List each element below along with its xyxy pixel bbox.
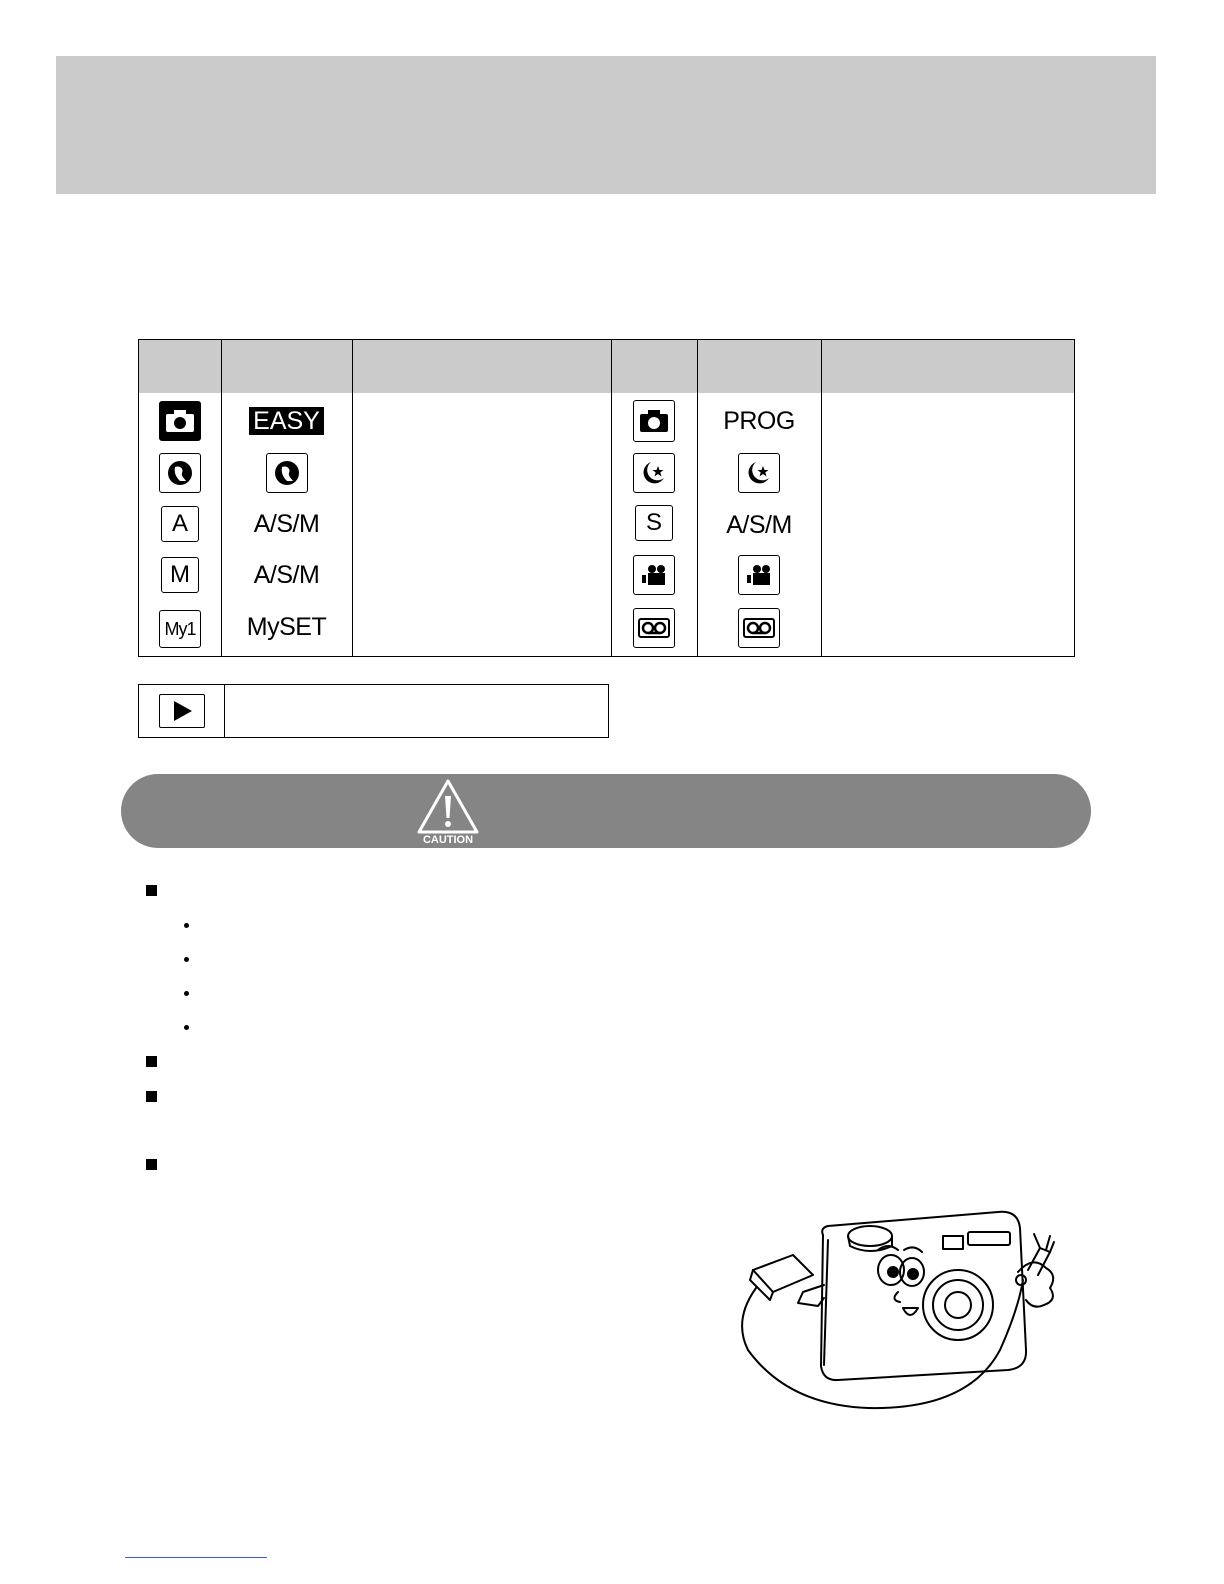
asm-label: A/S/M [253, 560, 320, 589]
sub-item-marker [184, 923, 189, 928]
footer-link-rule [125, 1557, 267, 1558]
easy-label: EASY [249, 407, 324, 435]
sub-item-marker [184, 957, 189, 962]
table-row [139, 400, 221, 442]
caution-banner [121, 774, 1091, 848]
portrait-icon [159, 453, 201, 493]
camera-adapter-illustration [728, 1200, 1068, 1420]
s-mode-icon: S [635, 505, 673, 541]
movie-icon [738, 555, 780, 595]
portrait-icon [266, 453, 308, 493]
table-row [139, 452, 221, 494]
asm-label: A/S/M [726, 510, 792, 539]
myset-icon: My1 [159, 610, 201, 648]
a-mode-icon: A [161, 506, 199, 542]
table-row [611, 502, 697, 544]
prog-label: PROG [723, 406, 795, 435]
table-row [139, 554, 221, 596]
movie-icon [633, 555, 675, 595]
warning-triangle-icon [416, 778, 480, 846]
voice-recording-icon [738, 608, 780, 648]
play-icon [159, 694, 205, 728]
list-item-marker [146, 885, 157, 896]
camera-icon [159, 401, 201, 441]
table-row [611, 400, 697, 442]
playback-table [138, 684, 609, 738]
table-row [611, 554, 697, 596]
header-band [56, 56, 1156, 194]
table-row [611, 607, 697, 649]
caution-label: CAUTION [422, 834, 474, 846]
sub-item-marker [184, 1025, 189, 1030]
table-row [139, 503, 221, 545]
list-item-marker [146, 1159, 157, 1170]
table-row [139, 608, 221, 650]
mode-table [138, 339, 1075, 657]
camera-icon [633, 400, 675, 442]
myset-label: MySET [246, 612, 327, 641]
sub-item-marker [184, 991, 189, 996]
table-row [611, 452, 697, 494]
night-icon [633, 453, 675, 493]
voice-recording-icon [633, 608, 675, 648]
list-item-marker [146, 1056, 157, 1067]
asm-label: A/S/M [253, 509, 320, 538]
table-header-row [139, 340, 1074, 393]
list-item-marker [146, 1091, 157, 1102]
m-mode-icon: M [161, 557, 199, 593]
night-icon [738, 453, 780, 493]
